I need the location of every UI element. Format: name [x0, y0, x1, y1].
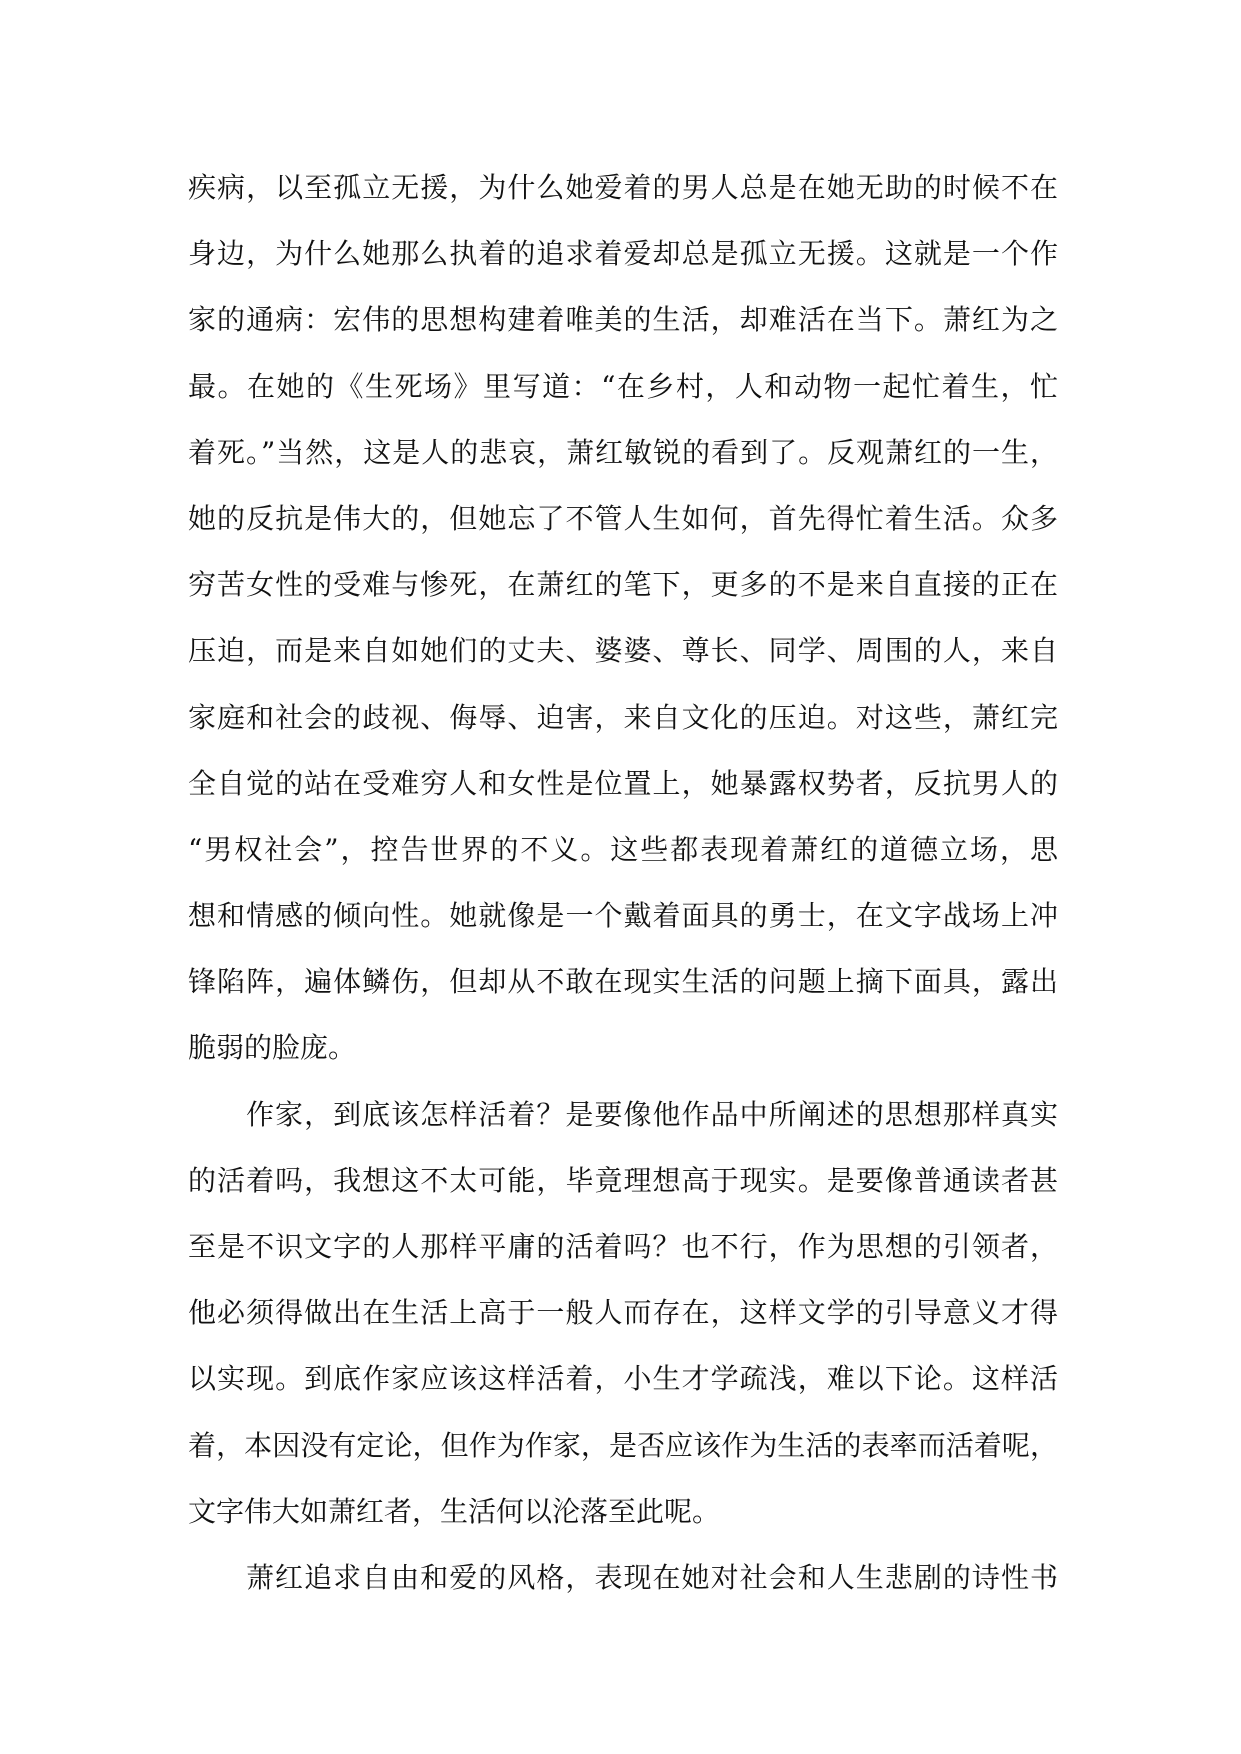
text-line: 全自觉的站在受难穷人和女性是位置上，她暴露权势者，反抗男人的 [188, 766, 1058, 800]
text-line: 她的反抗是伟大的，但她忘了不管人生如何，首先得忙着生活。众多 [188, 501, 1058, 535]
text-line: 穷苦女性的受难与惨死，在萧红的笔下，更多的不是来自直接的正在 [188, 568, 1058, 602]
text-line: 以实现。到底作家应该这样活着，小生才学疏浅，难以下论。这样活 [188, 1362, 1058, 1396]
text-line: 身边，为什么她那么执着的追求着爱却总是孤立无援。这就是一个作 [188, 237, 1058, 271]
text-line: 压迫，而是来自如她们的丈夫、婆婆、尊长、同学、周围的人，来自 [188, 634, 1058, 668]
text-line: 作家，到底该怎样活着？是要像他作品中所阐述的思想那样真实 [246, 1097, 1058, 1131]
text-line: 最。在她的《生死场》里写道：“在乡村，人和动物一起忙着生，忙 [188, 369, 1058, 403]
text-line: 文字伟大如萧红者，生活何以沦落至此呢。 [188, 1494, 721, 1528]
text-line: 他必须得做出在生活上高于一般人而存在，这样文学的引导意义才得 [188, 1296, 1058, 1330]
text-line: 想和情感的倾向性。她就像是一个戴着面具的勇士，在文字战场上冲 [188, 899, 1058, 933]
text-line: 锋陷阵，遍体鳞伤，但却从不敢在现实生活的问题上摘下面具，露出 [188, 965, 1058, 999]
text-line: 着死。”当然，这是人的悲哀，萧红敏锐的看到了。反观萧红的一生， [188, 435, 1058, 469]
text-line: “男权社会”，控告世界的不义。这些都表现着萧红的道德立场，思 [188, 832, 1058, 866]
text-line: 萧红追求自由和爱的风格，表现在她对社会和人生悲剧的诗性书 [246, 1560, 1058, 1594]
text-line: 的活着吗，我想这不太可能，毕竟理想高于现实。是要像普通读者甚 [188, 1163, 1058, 1197]
text-line: 着，本因没有定论，但作为作家，是否应该作为生活的表率而活着呢， [188, 1428, 1058, 1462]
text-line: 家的通病：宏伟的思想构建着唯美的生活，却难活在当下。萧红为之 [188, 303, 1058, 337]
text-line: 至是不识文字的人那样平庸的活着吗？也不行，作为思想的引领者， [188, 1230, 1058, 1263]
text-line: 疾病，以至孤立无援，为什么她爱着的男人总是在她无助的时候不在 [188, 171, 1058, 204]
body-text [188, 155, 1058, 1611]
text-line: 家庭和社会的歧视、侮辱、迫害，来自文化的压迫。对这些，萧红完 [188, 700, 1058, 734]
text-line: 脆弱的脸庞。 [188, 1031, 357, 1065]
